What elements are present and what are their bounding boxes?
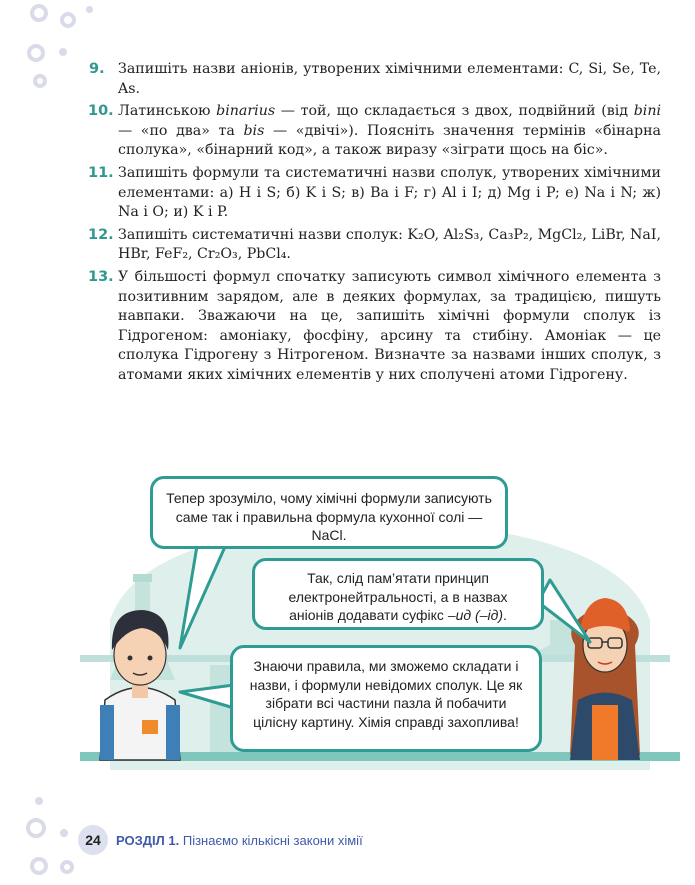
task-text: Латинською binarius — той, що складається з двох, подвійний (від bini — «по два» та bis — «двічі»). Поясніть значення термінів «бінарна сполука», «бінарний код», а також виразу «зіграти щось на біс». (118, 103, 662, 159)
task-9 (89, 60, 661, 99)
bubble-text: Так, слід пам’ятати принцип електронейтральності, а в назвах аніонів додавати суфікс –ид (–ід). (288, 570, 508, 623)
task-text: Запишіть формули та систематичні назви сполук, утворених хімічними елементами: а) H і S; б) K і S; в) Ba і F; г) Al і I; д) Mg і P; е) Na і N; ж) Na і O; и) K і P. (118, 164, 661, 221)
chapter-title: РОЗДІЛ 1. Пізнаємо кількісні закони хімії (116, 832, 363, 848)
page-number: 24 (78, 825, 108, 855)
speech-bubble-boy-1 (150, 476, 508, 549)
bubble-text: Тепер зрозуміло, чому хімічні формули записують саме так і правильна формула кухонної солі — NaCl. (166, 490, 492, 543)
task-13 (89, 268, 661, 386)
task-text: Запишіть назви аніонів, утворених хімічними елементами: C, Si, Se, Te, As. (118, 61, 661, 97)
task-12 (89, 226, 661, 265)
task-11 (89, 164, 661, 223)
task-number: 13. (88, 268, 114, 285)
task-text: У більшості формул спочатку записують символ хімічного елемента з позитивним зарядом, але в деяких формулах, за традицією, пишуть навпаки. Зважаючи на це, запишіть хімічні формули сполук із Гідрогеном: амоніаку, фосфіну, арсину та стибіну. Амоніак — це сполука Гідрогену з Нітрогеном. Визначте за назвами інших сполук, з атомами яких хімічних елементів у них сполучені атоми Гідрогену. (118, 268, 661, 383)
page-footer (78, 825, 363, 855)
task-10 (89, 102, 661, 161)
speech-bubble-girl (252, 558, 544, 630)
task-text: Запишіть систематичні назви сполук: K₂O, Al₂S₃, Ca₃P₂, MgCl₂, LiBr, NaI, HBr, FeF₂, Cr₂O₃, PbCl₄. (118, 226, 661, 263)
illustration-scene (80, 470, 680, 780)
bubble-text: Знаючи правила, ми зможемо складати і назви, і формули невідомих сполук. Це як зібрати всі частини пазла й побачити цілісну картину. Хімія справді захоплива! (249, 658, 523, 730)
task-number: 11. (88, 164, 114, 181)
task-number: 9. (89, 61, 105, 77)
task-number: 10. (88, 103, 114, 120)
task-list (89, 60, 661, 389)
speech-bubble-boy-2 (230, 645, 542, 752)
girl-character (570, 598, 640, 760)
task-number: 12. (88, 226, 114, 243)
